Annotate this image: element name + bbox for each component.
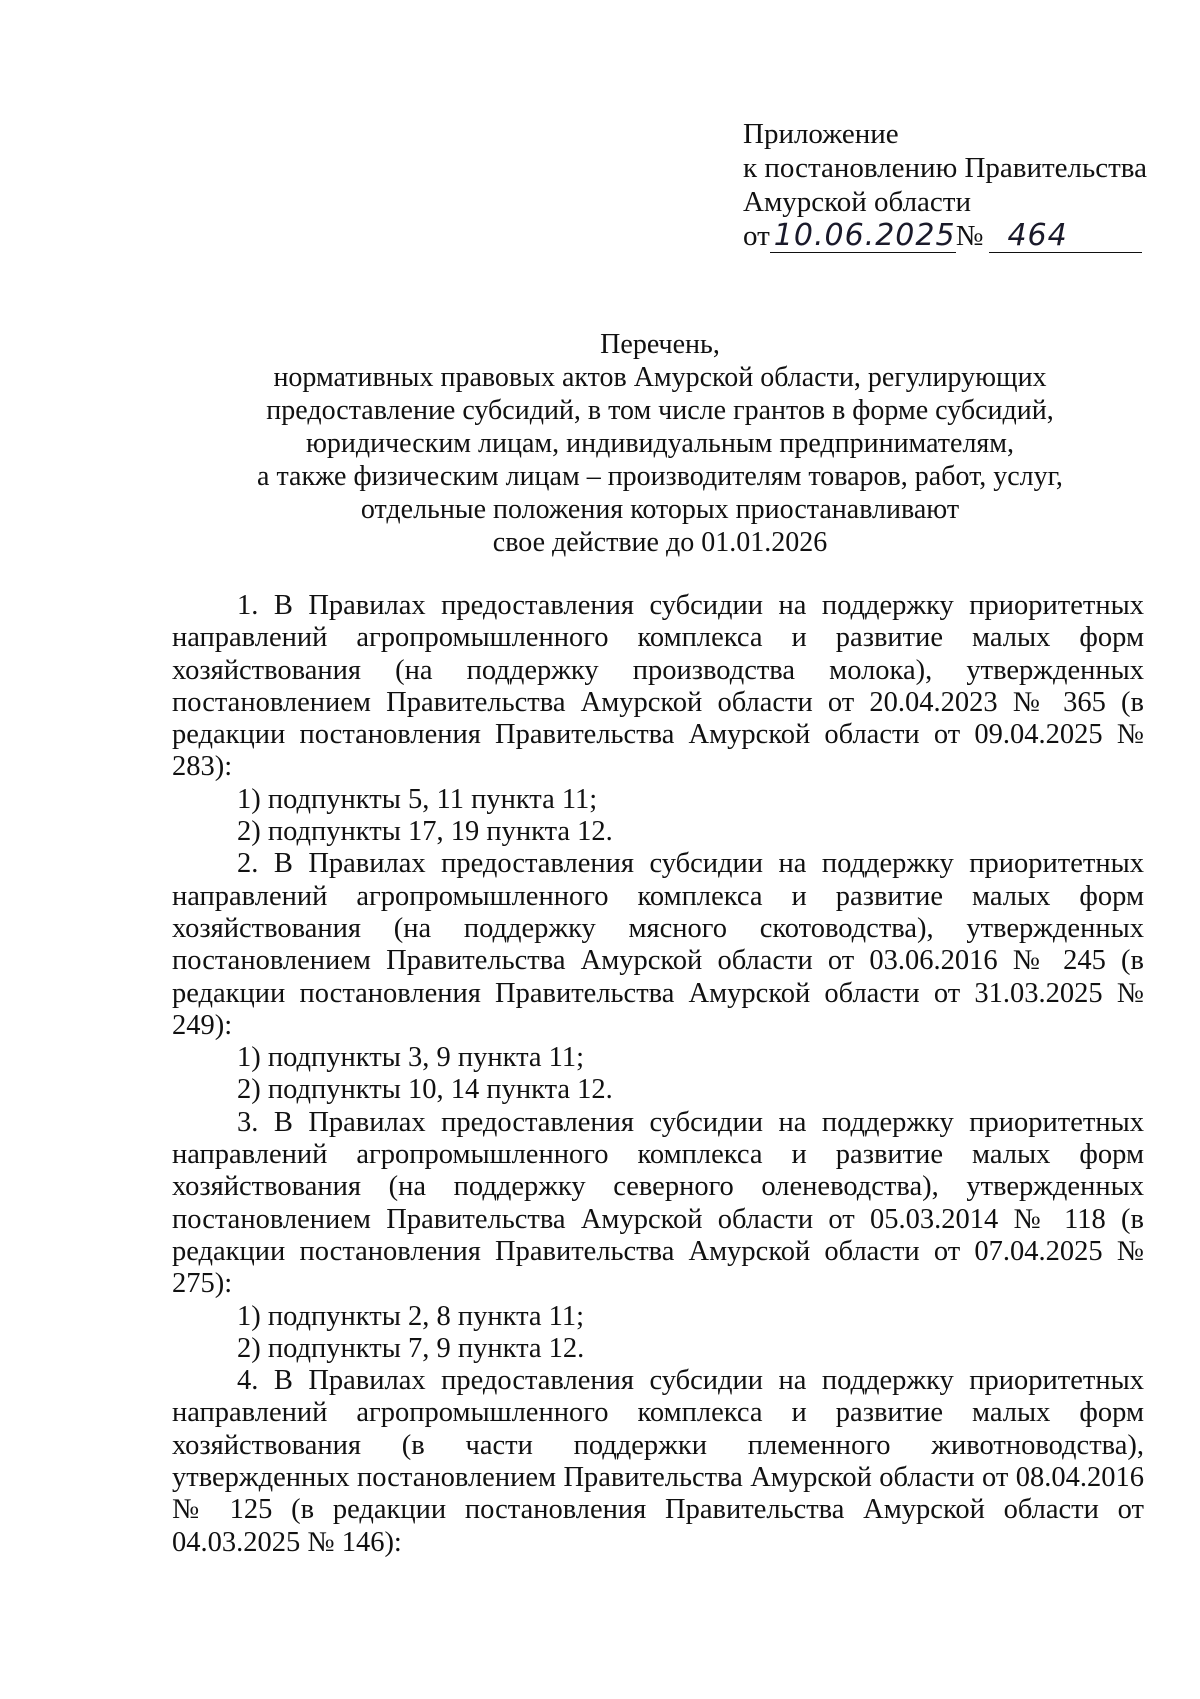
document-title: [160, 328, 1160, 559]
title-line: нормативных правовых актов Амурской области, регулирующих: [273, 362, 1047, 393]
item-3-text: 3. В Правилах предоставления субсидии на поддержку приоритетных направлений агропромышленного комплекса и развитие малых форм хозяйствования (на поддержку северного оленеводства), утвержденных постановлением Правительства Амурской области от 05.03.2014 № 118 (в редакции постановления Правительства Амурской области от 07.04.2025 № 275):: [172, 1106, 1144, 1300]
title-line: отдельные положения которых приостанавливают: [360, 494, 960, 525]
handwritten-number: 464: [989, 220, 1142, 253]
item-3-sub-2: 2) подпункты 7, 9 пункта 12.: [237, 1332, 585, 1364]
item-2-text: 2. В Правилах предоставления субсидии на поддержку приоритетных направлений агропромышленного комплекса и развитие малых форм хозяйствования (на поддержку мясного скотоводства), утвержденных постановлением Правительства Амурской области от 03.06.2016 № 245 (в редакции постановления Правительства Амурской области от 31.03.2025 № 249):: [172, 848, 1144, 1041]
title-line: свое действие до 01.01.2026: [492, 527, 828, 558]
title-line: предоставление субсидий, в том числе грантов в форме субсидий,: [266, 395, 1054, 426]
appendix-header: [743, 117, 1163, 253]
item-2-sub-1: 1) подпункты 3, 9 пункта 11;: [237, 1042, 585, 1074]
item-2-sub-2: 2) подпункты 10, 14 пункта 12.: [237, 1074, 613, 1106]
item-1-sub-1: 1) подпункты 5, 11 пункта 11;: [237, 783, 598, 815]
handwritten-date: 10.06.2025: [770, 220, 956, 253]
number-prefix: №: [955, 220, 984, 252]
document-body: [172, 590, 1144, 1559]
appendix-label: Приложение: [743, 118, 899, 150]
item-3-sub-1: 1) подпункты 2, 8 пункта 11;: [237, 1300, 585, 1332]
appendix-date-line: [743, 219, 1163, 253]
title-line: юридическим лицам, индивидуальным предпринимателям,: [305, 428, 1015, 459]
title-line: а также физическим лицам – производителям товаров, работ, услуг,: [257, 461, 1063, 492]
appendix-resolution: к постановлению Правительства: [743, 152, 1147, 184]
item-1-text: 1. В Правилах предоставления субсидии на поддержку приоритетных направлений агропромышленного комплекса и развитие малых форм хозяйствования (на поддержку производства молока), утвержденных постановлением Правительства Амурской области от 20.04.2023 № 365 (в редакции постановления Правительства Амурской области от 09.04.2025 № 283):: [172, 590, 1144, 783]
appendix-region: Амурской области: [743, 186, 971, 218]
date-prefix: от: [743, 220, 770, 252]
item-4-text: 4. В Правилах предоставления субсидии на поддержку приоритетных направлений агропромышленного комплекса и развитие малых форм хозяйствования (в части поддержки племенного животноводства), утвержденных постановлением Правительства Амурской области от 08.04.2016 № 125 (в редакции постановления Правительства Амурской области от 04.03.2025 № 146):: [172, 1365, 1144, 1558]
item-1-sub-2: 2) подпункты 17, 19 пункта 12.: [237, 816, 613, 848]
title-line: Перечень,: [600, 329, 720, 360]
